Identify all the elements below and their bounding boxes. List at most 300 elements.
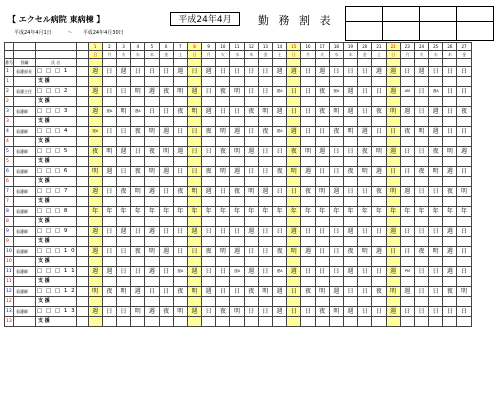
shift-cell[interactable]: 明 [429, 167, 443, 177]
shift-cell[interactable]: 日 [173, 227, 187, 237]
shift-cell[interactable]: 年 [429, 207, 443, 217]
support-cell[interactable] [131, 257, 145, 267]
support-cell[interactable] [202, 77, 216, 87]
support-cell[interactable] [244, 237, 258, 247]
support-cell[interactable] [443, 77, 457, 87]
support-cell[interactable] [202, 217, 216, 227]
shift-cell[interactable]: 年 [457, 207, 471, 217]
support-cell[interactable] [315, 177, 329, 187]
shift-cell[interactable]: 日 [400, 67, 414, 77]
shift-cell[interactable]: 日 [372, 127, 386, 137]
shift-cell[interactable]: AM [400, 87, 414, 97]
support-cell[interactable] [102, 257, 116, 267]
support-cell[interactable] [173, 297, 187, 307]
support-cell[interactable] [358, 257, 372, 267]
support-cell[interactable] [443, 97, 457, 107]
shift-cell[interactable]: 夜 [315, 307, 329, 317]
support-cell[interactable] [400, 217, 414, 227]
support-cell[interactable] [230, 77, 244, 87]
shift-cell[interactable]: 日 [429, 287, 443, 297]
support-cell[interactable] [443, 317, 457, 327]
support-cell[interactable] [131, 237, 145, 247]
shift-cell[interactable]: 日 [116, 247, 130, 257]
support-cell[interactable] [358, 97, 372, 107]
support-cell[interactable] [343, 157, 357, 167]
support-cell[interactable] [216, 77, 230, 87]
shift-cell[interactable]: 日 [187, 67, 201, 77]
support-cell[interactable] [131, 297, 145, 307]
shift-cell[interactable]: 日 [343, 67, 357, 77]
support-cell[interactable] [386, 257, 400, 267]
shift-cell[interactable]: 週 [301, 247, 315, 257]
shift-cell[interactable]: 年 [230, 207, 244, 217]
shift-cell[interactable]: 夜 [315, 87, 329, 97]
support-cell[interactable] [244, 157, 258, 167]
shift-cell[interactable]: 日 [358, 227, 372, 237]
shift-cell[interactable]: 日 [145, 287, 159, 297]
shift-cell[interactable]: 日 [414, 147, 428, 157]
shift-cell[interactable]: 週 [230, 247, 244, 257]
shift-cell[interactable]: 年 [258, 207, 272, 217]
support-cell[interactable] [386, 317, 400, 327]
support-cell[interactable] [457, 257, 471, 267]
shift-cell[interactable]: 夜 [315, 107, 329, 117]
support-cell[interactable] [116, 277, 130, 287]
support-cell[interactable] [329, 257, 343, 267]
shift-cell[interactable]: 日 [329, 247, 343, 257]
shift-cell[interactable]: 日 [329, 267, 343, 277]
shift-cell[interactable]: 週 [443, 267, 457, 277]
shift-cell[interactable]: 明 [244, 187, 258, 197]
shift-cell[interactable]: 年 [329, 207, 343, 217]
support-cell[interactable] [372, 77, 386, 87]
shift-cell[interactable]: 明 [258, 287, 272, 297]
shift-cell[interactable]: 日 [429, 267, 443, 277]
support-cell[interactable] [343, 137, 357, 147]
shift-cell[interactable]: 夜 [159, 87, 173, 97]
support-cell[interactable] [315, 257, 329, 267]
shift-cell[interactable]: 週 [202, 107, 216, 117]
support-cell[interactable] [443, 297, 457, 307]
shift-cell[interactable]: 日 [372, 87, 386, 97]
support-cell[interactable] [202, 317, 216, 327]
support-cell[interactable] [273, 257, 287, 267]
support-cell[interactable] [358, 237, 372, 247]
support-cell[interactable] [244, 217, 258, 227]
support-cell[interactable] [287, 237, 301, 247]
shift-cell[interactable]: 日 [258, 167, 272, 177]
support-cell[interactable] [400, 177, 414, 187]
shift-cell[interactable]: 週 [273, 287, 287, 297]
shift-cell[interactable]: 夜 [131, 247, 145, 257]
support-cell[interactable] [457, 157, 471, 167]
support-cell[interactable] [457, 77, 471, 87]
support-cell[interactable] [372, 277, 386, 287]
support-cell[interactable] [414, 277, 428, 287]
shift-cell[interactable]: 遅A [429, 87, 443, 97]
shift-cell[interactable]: 週 [457, 147, 471, 157]
shift-cell[interactable]: 遅A [88, 127, 102, 137]
support-cell[interactable] [386, 197, 400, 207]
shift-cell[interactable]: 年 [400, 207, 414, 217]
support-cell[interactable] [159, 157, 173, 167]
shift-cell[interactable]: 夜 [159, 307, 173, 317]
shift-cell[interactable]: 週 [315, 67, 329, 77]
support-cell[interactable] [315, 237, 329, 247]
support-cell[interactable] [329, 237, 343, 247]
support-cell[interactable] [443, 277, 457, 287]
support-cell[interactable] [372, 177, 386, 187]
shift-cell[interactable]: 明 [88, 287, 102, 297]
shift-cell[interactable]: 日 [173, 247, 187, 257]
support-cell[interactable] [102, 237, 116, 247]
shift-cell[interactable]: 日 [457, 167, 471, 177]
shift-cell[interactable]: 週 [443, 167, 457, 177]
support-cell[interactable] [159, 237, 173, 247]
shift-cell[interactable]: 日 [131, 147, 145, 157]
support-cell[interactable] [230, 197, 244, 207]
support-cell[interactable] [187, 257, 201, 267]
support-cell[interactable] [258, 237, 272, 247]
shift-cell[interactable]: 夜 [230, 187, 244, 197]
shift-cell[interactable]: 年 [216, 207, 230, 217]
shift-cell[interactable]: 夜 [216, 147, 230, 157]
shift-cell[interactable]: 週 [173, 147, 187, 157]
support-cell[interactable] [145, 217, 159, 227]
shift-cell[interactable]: 明 [457, 187, 471, 197]
support-cell[interactable] [145, 157, 159, 167]
shift-cell[interactable]: 夜 [301, 287, 315, 297]
shift-cell[interactable]: 週 [273, 67, 287, 77]
support-cell[interactable] [145, 277, 159, 287]
support-cell[interactable] [429, 97, 443, 107]
shift-cell[interactable]: 明 [216, 247, 230, 257]
shift-cell[interactable]: 夜 [131, 127, 145, 137]
support-cell[interactable] [329, 317, 343, 327]
support-cell[interactable] [443, 157, 457, 167]
shift-cell[interactable]: 日 [258, 267, 272, 277]
shift-cell[interactable]: 明 [258, 107, 272, 117]
support-cell[interactable] [329, 117, 343, 127]
support-cell[interactable] [258, 197, 272, 207]
support-cell[interactable] [88, 217, 102, 227]
support-cell[interactable] [173, 177, 187, 187]
shift-cell[interactable]: 明 [216, 127, 230, 137]
shift-cell[interactable]: 週 [116, 227, 130, 237]
shift-cell[interactable]: 週 [88, 107, 102, 117]
shift-cell[interactable]: 日 [187, 167, 201, 177]
shift-cell[interactable]: 日 [386, 167, 400, 177]
support-cell[interactable] [173, 117, 187, 127]
shift-cell[interactable]: 週 [202, 187, 216, 197]
support-cell[interactable] [131, 97, 145, 107]
shift-cell[interactable]: 週 [386, 267, 400, 277]
shift-cell[interactable]: 週 [287, 67, 301, 77]
support-cell[interactable] [343, 237, 357, 247]
support-cell[interactable] [216, 297, 230, 307]
shift-cell[interactable]: 週 [429, 107, 443, 117]
shift-cell[interactable]: 日 [315, 227, 329, 237]
support-cell[interactable] [400, 297, 414, 307]
support-cell[interactable] [273, 237, 287, 247]
shift-cell[interactable]: 明 [173, 87, 187, 97]
support-cell[interactable] [287, 97, 301, 107]
support-cell[interactable] [131, 177, 145, 187]
shift-cell[interactable]: 年 [343, 207, 357, 217]
shift-cell[interactable]: 明 [329, 307, 343, 317]
support-cell[interactable] [102, 97, 116, 107]
shift-cell[interactable]: 夜 [173, 287, 187, 297]
support-cell[interactable] [372, 117, 386, 127]
shift-cell[interactable]: 夜 [429, 147, 443, 157]
shift-cell[interactable]: 夜 [358, 147, 372, 157]
support-cell[interactable] [443, 117, 457, 127]
support-cell[interactable] [131, 137, 145, 147]
support-cell[interactable] [173, 197, 187, 207]
shift-cell[interactable]: 週 [386, 227, 400, 237]
shift-cell[interactable]: 日 [230, 67, 244, 77]
shift-cell[interactable]: 日 [159, 287, 173, 297]
shift-cell[interactable]: 明 [315, 287, 329, 297]
shift-cell[interactable]: 日 [315, 127, 329, 137]
support-cell[interactable] [145, 317, 159, 327]
support-cell[interactable] [216, 197, 230, 207]
shift-cell[interactable]: 日 [173, 127, 187, 137]
support-cell[interactable] [187, 217, 201, 227]
support-cell[interactable] [202, 237, 216, 247]
shift-cell[interactable]: 夜 [457, 107, 471, 117]
support-cell[interactable] [145, 137, 159, 147]
shift-cell[interactable]: 明 [457, 287, 471, 297]
shift-cell[interactable]: 日 [131, 227, 145, 237]
support-cell[interactable] [159, 277, 173, 287]
shift-cell[interactable]: 日 [443, 107, 457, 117]
shift-cell[interactable]: 日 [102, 187, 116, 197]
shift-cell[interactable]: 日 [159, 267, 173, 277]
shift-cell[interactable]: 夜 [400, 127, 414, 137]
shift-cell[interactable]: 日 [301, 67, 315, 77]
support-cell[interactable] [400, 137, 414, 147]
shift-cell[interactable]: 夜 [329, 127, 343, 137]
shift-cell[interactable]: 日 [159, 67, 173, 77]
shift-cell[interactable]: 日 [173, 167, 187, 177]
shift-cell[interactable]: 日 [216, 267, 230, 277]
shift-cell[interactable]: 日 [244, 127, 258, 137]
shift-cell[interactable]: 日 [343, 187, 357, 197]
shift-cell[interactable]: 日 [429, 227, 443, 237]
shift-cell[interactable]: 明 [287, 167, 301, 177]
shift-cell[interactable]: 週 [343, 227, 357, 237]
support-cell[interactable] [102, 77, 116, 87]
shift-cell[interactable]: 明 [443, 147, 457, 157]
shift-cell[interactable]: 日 [457, 67, 471, 77]
support-cell[interactable] [315, 217, 329, 227]
shift-cell[interactable]: 明 [187, 287, 201, 297]
support-cell[interactable] [287, 317, 301, 327]
support-cell[interactable] [329, 277, 343, 287]
support-cell[interactable] [230, 257, 244, 267]
shift-cell[interactable]: 明 [414, 127, 428, 137]
shift-cell[interactable]: 週 [400, 107, 414, 117]
shift-cell[interactable]: 週 [145, 187, 159, 197]
support-cell[interactable] [329, 77, 343, 87]
shift-cell[interactable]: 日 [230, 107, 244, 117]
shift-cell[interactable]: 夜 [88, 147, 102, 157]
shift-cell[interactable]: 日 [301, 87, 315, 97]
support-cell[interactable] [457, 297, 471, 307]
shift-cell[interactable]: 週 [343, 267, 357, 277]
support-cell[interactable] [372, 197, 386, 207]
shift-cell[interactable]: 週 [145, 307, 159, 317]
support-cell[interactable] [315, 317, 329, 327]
shift-cell[interactable]: 週 [88, 87, 102, 97]
shift-cell[interactable]: 日 [372, 307, 386, 317]
shift-cell[interactable]: 日 [258, 227, 272, 237]
support-cell[interactable] [301, 197, 315, 207]
shift-cell[interactable]: 日 [315, 247, 329, 257]
support-cell[interactable] [457, 217, 471, 227]
shift-cell[interactable]: 年 [287, 207, 301, 217]
shift-cell[interactable]: 週 [230, 167, 244, 177]
support-cell[interactable] [102, 177, 116, 187]
shift-cell[interactable]: 日 [457, 227, 471, 237]
support-cell[interactable] [287, 197, 301, 207]
shift-cell[interactable]: 日 [301, 107, 315, 117]
shift-cell[interactable]: 週 [187, 87, 201, 97]
support-cell[interactable] [173, 217, 187, 227]
shift-cell[interactable]: 日 [116, 307, 130, 317]
shift-cell[interactable]: 日 [287, 307, 301, 317]
support-cell[interactable] [173, 157, 187, 167]
shift-cell[interactable]: 日 [273, 147, 287, 157]
shift-cell[interactable]: 年 [159, 207, 173, 217]
support-cell[interactable] [216, 237, 230, 247]
support-cell[interactable] [329, 157, 343, 167]
support-cell[interactable] [102, 217, 116, 227]
support-cell[interactable] [358, 277, 372, 287]
support-cell[interactable] [244, 97, 258, 107]
support-cell[interactable] [258, 317, 272, 327]
shift-cell[interactable]: 日 [358, 267, 372, 277]
support-cell[interactable] [131, 197, 145, 207]
support-cell[interactable] [202, 297, 216, 307]
shift-cell[interactable]: 週 [173, 67, 187, 77]
support-cell[interactable] [287, 157, 301, 167]
support-cell[interactable] [173, 257, 187, 267]
shift-cell[interactable]: 年 [358, 207, 372, 217]
shift-cell[interactable]: 週 [386, 67, 400, 77]
support-cell[interactable] [287, 277, 301, 287]
support-cell[interactable] [414, 117, 428, 127]
shift-cell[interactable]: 遅A [329, 87, 343, 97]
support-cell[interactable] [173, 77, 187, 87]
shift-cell[interactable]: 年 [116, 207, 130, 217]
support-cell[interactable] [202, 97, 216, 107]
shift-cell[interactable]: 週 [116, 67, 130, 77]
shift-cell[interactable]: 日 [429, 307, 443, 317]
support-cell[interactable] [159, 177, 173, 187]
shift-cell[interactable]: 週 [102, 167, 116, 177]
shift-cell[interactable]: 明 [230, 87, 244, 97]
support-cell[interactable] [443, 197, 457, 207]
shift-cell[interactable]: 明 [131, 307, 145, 317]
shift-cell[interactable]: 日 [258, 87, 272, 97]
shift-cell[interactable]: 日 [102, 67, 116, 77]
shift-cell[interactable]: 明 [315, 187, 329, 197]
support-cell[interactable] [145, 77, 159, 87]
support-cell[interactable] [301, 277, 315, 287]
shift-cell[interactable]: 日 [258, 307, 272, 317]
support-cell[interactable] [443, 177, 457, 187]
support-cell[interactable] [258, 77, 272, 87]
support-cell[interactable] [216, 137, 230, 147]
shift-cell[interactable]: 日 [102, 247, 116, 257]
shift-cell[interactable]: 週 [386, 87, 400, 97]
shift-cell[interactable]: 週 [273, 107, 287, 117]
shift-cell[interactable]: 週 [343, 87, 357, 97]
support-cell[interactable] [131, 317, 145, 327]
shift-cell[interactable]: 週 [102, 267, 116, 277]
shift-cell[interactable]: 日 [358, 307, 372, 317]
shift-cell[interactable]: 日 [400, 307, 414, 317]
shift-cell[interactable]: 日 [429, 67, 443, 77]
shift-cell[interactable]: 日 [216, 287, 230, 297]
support-cell[interactable] [187, 197, 201, 207]
support-cell[interactable] [187, 77, 201, 87]
support-cell[interactable] [315, 137, 329, 147]
shift-cell[interactable]: 週 [372, 167, 386, 177]
support-cell[interactable] [202, 157, 216, 167]
support-cell[interactable] [187, 117, 201, 127]
support-cell[interactable] [414, 217, 428, 227]
support-cell[interactable] [429, 217, 443, 227]
shift-cell[interactable]: 年 [202, 207, 216, 217]
shift-cell[interactable]: 日 [202, 227, 216, 237]
shift-cell[interactable]: 夜 [372, 187, 386, 197]
shift-cell[interactable]: 日 [145, 67, 159, 77]
shift-cell[interactable]: 日 [116, 167, 130, 177]
support-cell[interactable] [173, 317, 187, 327]
shift-cell[interactable]: 日 [400, 147, 414, 157]
support-cell[interactable] [457, 137, 471, 147]
support-cell[interactable] [400, 77, 414, 87]
support-cell[interactable] [301, 117, 315, 127]
support-cell[interactable] [244, 137, 258, 147]
shift-cell[interactable]: 明 [386, 107, 400, 117]
support-cell[interactable] [386, 77, 400, 87]
support-cell[interactable] [287, 297, 301, 307]
support-cell[interactable] [187, 177, 201, 187]
support-cell[interactable] [414, 157, 428, 167]
shift-cell[interactable]: 遅A [131, 107, 145, 117]
shift-cell[interactable]: 日 [400, 167, 414, 177]
support-cell[interactable] [273, 317, 287, 327]
shift-cell[interactable]: 日 [159, 227, 173, 237]
support-cell[interactable] [116, 257, 130, 267]
shift-cell[interactable]: 夜 [244, 287, 258, 297]
support-cell[interactable] [457, 317, 471, 327]
support-cell[interactable] [88, 237, 102, 247]
shift-cell[interactable]: 年 [414, 207, 428, 217]
support-cell[interactable] [343, 317, 357, 327]
support-cell[interactable] [329, 297, 343, 307]
support-cell[interactable] [202, 177, 216, 187]
support-cell[interactable] [343, 217, 357, 227]
shift-cell[interactable]: 日 [315, 267, 329, 277]
support-cell[interactable] [372, 97, 386, 107]
shift-cell[interactable]: 日 [358, 287, 372, 297]
shift-cell[interactable]: 日 [244, 247, 258, 257]
